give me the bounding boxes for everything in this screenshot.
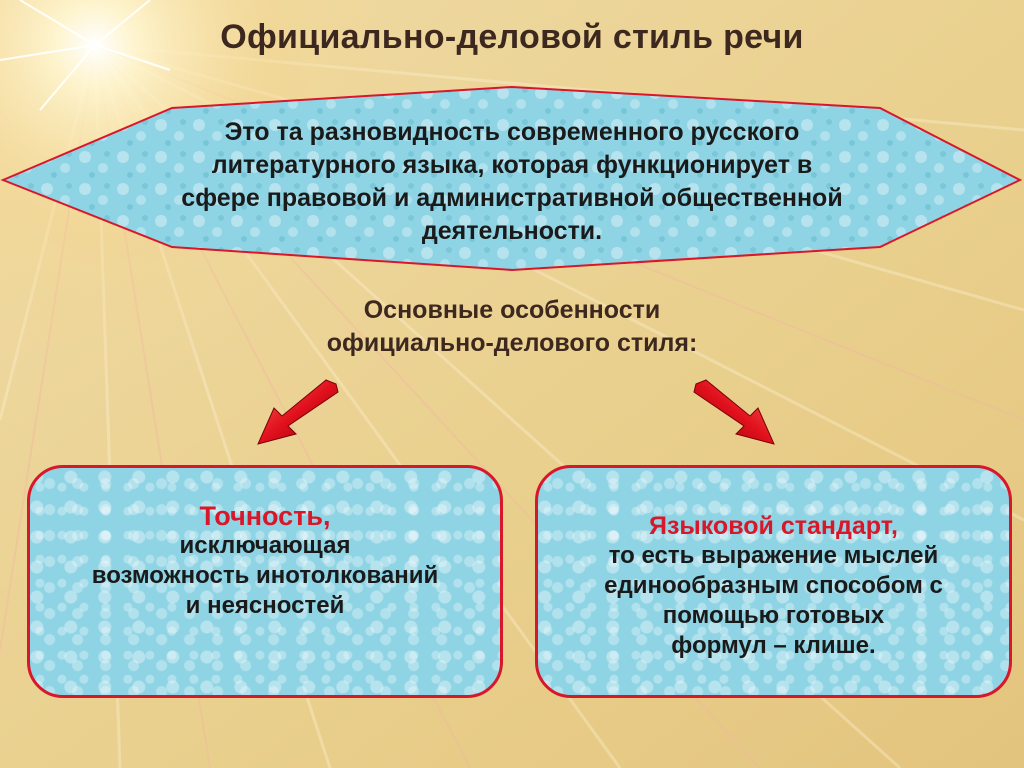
feature-line: исключающая	[179, 532, 351, 559]
feature-card-precision	[27, 465, 503, 698]
feature-heading: Языковой стандарт,	[649, 512, 898, 540]
feature-line: возможность инотолкований	[91, 562, 439, 589]
feature-card-language-standard	[535, 465, 1012, 698]
slide-title: Официально-деловой стиль речи	[220, 18, 804, 56]
definition-line: литературного языка, которая функционирует в	[211, 151, 813, 179]
arrow-down-left-icon	[252, 378, 342, 448]
definition-line: Это та разновидность современного русского	[224, 118, 800, 146]
subtitle-line: Основные особенности	[363, 296, 661, 324]
features-subtitle	[212, 294, 812, 360]
feature-line: то есть выражение мыслей	[608, 542, 939, 569]
feature-heading: Точность,	[199, 501, 331, 531]
feature-line: и неясностей	[185, 592, 345, 619]
subtitle-line: официально-делового стиля:	[326, 329, 698, 357]
arrow-down-right-icon	[690, 378, 780, 448]
feature-card-text	[30, 501, 500, 621]
feature-line: помощью готовых	[662, 602, 885, 629]
definition-line: сфере правовой и административной общественной	[181, 184, 843, 212]
feature-card-text	[538, 511, 1009, 661]
definition-text	[100, 116, 924, 248]
feature-line: единообразным способом с	[604, 572, 943, 599]
feature-line: формул – клише.	[671, 632, 876, 659]
definition-line: деятельности.	[421, 217, 603, 245]
